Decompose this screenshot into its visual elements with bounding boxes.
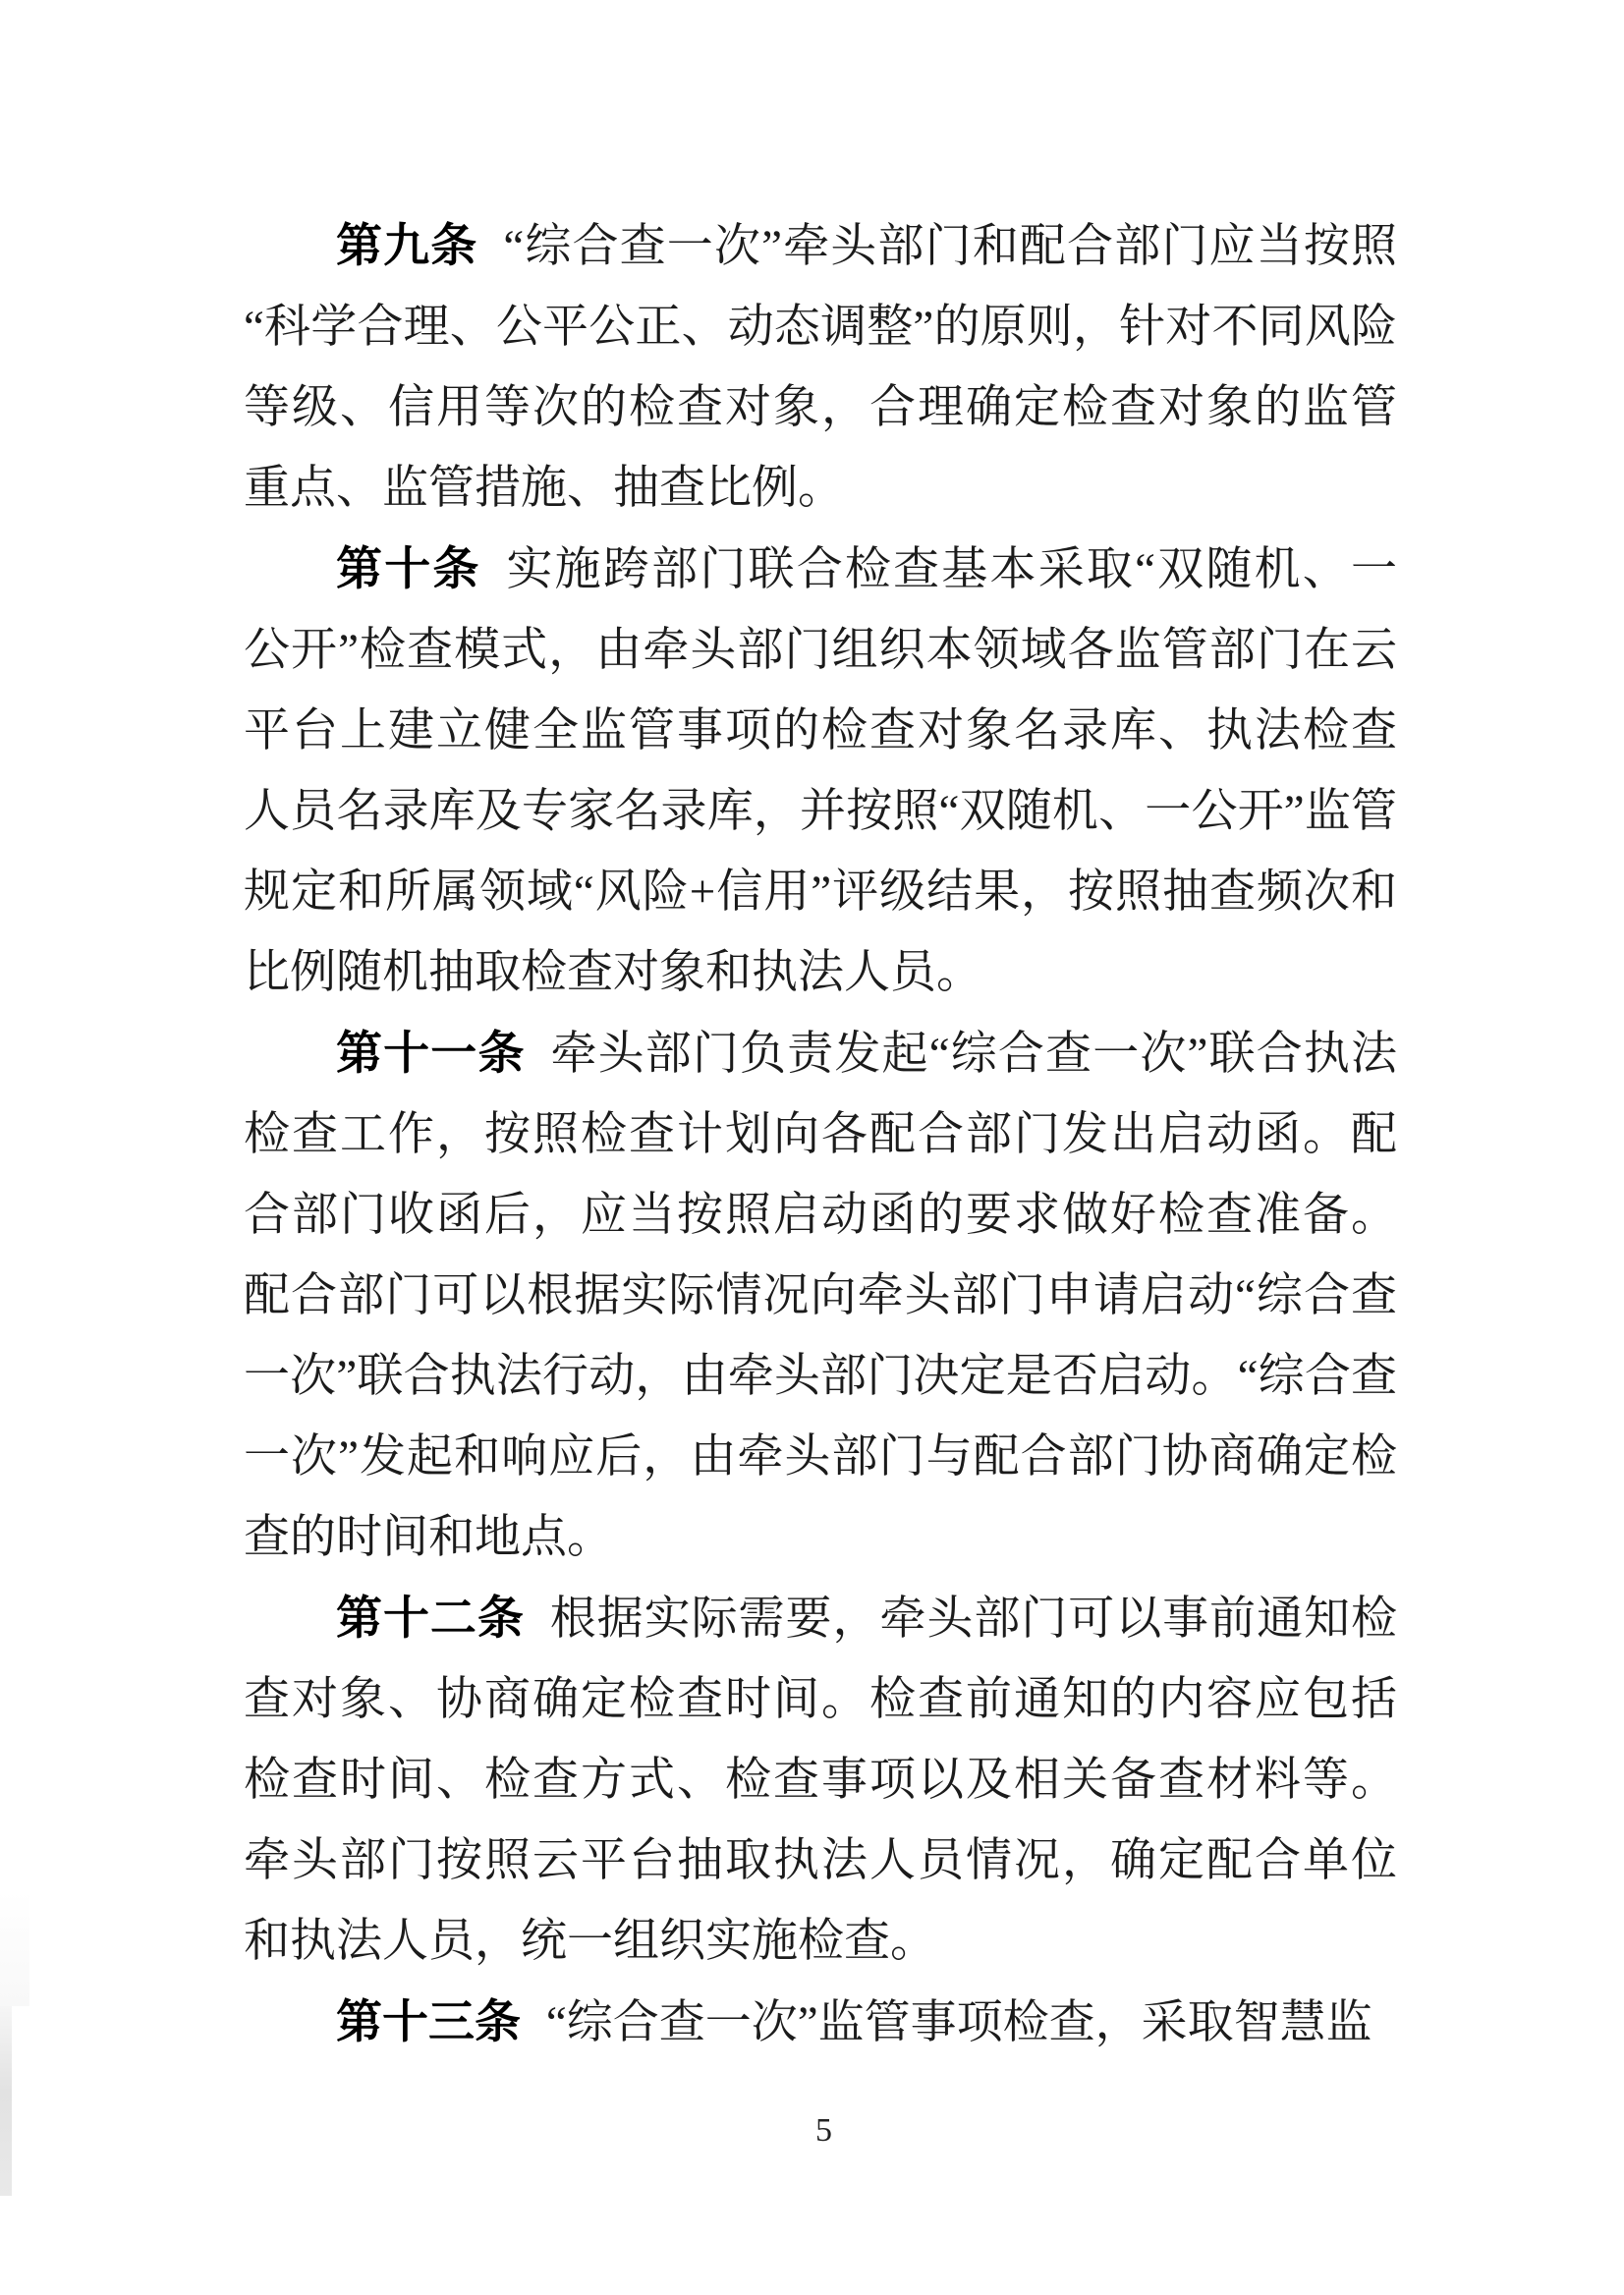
article-paragraph-9 <box>244 205 1397 529</box>
article-paragraph-13 <box>244 1982 1397 2063</box>
article-paragraph-11 <box>244 1013 1397 1578</box>
article-text: 实施跨部门联合检查基本采取“双随机、一公开”检查模式，由牵头部门组织本领域各监管部门在云平台上建立健全监管事项的检查对象名录库、执法检查人员名录库及专家名录库，并按照“双随机、一公开”监管规定和所属领域“风险+信用”评级结果，按照抽查频次和比例随机抽取检查对象和执法人员。 <box>244 544 1397 998</box>
article-number-label: 第十三条 <box>336 1995 521 2047</box>
article-number-label: 第十条 <box>336 542 481 594</box>
article-number-label: 第十二条 <box>336 1592 525 1644</box>
article-text: 牵头部门负责发起“综合查一次”联合执法检查工作，按照检查计划向各配合部门发出启动函。配合部门收函后，应当按照启动函的要求做好检查准备。配合部门可以根据实际情况向牵头部门申请启动“综合查一次”联合执法行动，由牵头部门决定是否启动。“综合查一次”发起和响应后，由牵头部门与配合部门协商确定检查的时间和地点。 <box>244 1029 1397 1563</box>
page-number: 5 <box>815 2112 832 2149</box>
page-footer <box>0 2112 1624 2150</box>
article-number-label: 第九条 <box>336 219 478 271</box>
article-number-label: 第十一条 <box>336 1027 526 1079</box>
article-text: 根据实际需要，牵头部门可以事前通知检查对象、协商确定检查时间。检查前通知的内容应包括检查时间、检查方式、检查事项以及相关备查材料等。牵头部门按照云平台抽取执法人员情况，确定配合单位和执法人员，统一组织实施检查。 <box>244 1594 1398 1967</box>
article-text: “综合查一次”牵头部门和配合部门应当按照“科学合理、公平公正、动态调整”的原则，针对不同风险等级、信用等次的检查对象，合理确定检查对象的监管重点、监管措施、抽查比例。 <box>244 221 1397 514</box>
article-text: “综合查一次”监管事项检查，采取智慧监 <box>545 1997 1372 2048</box>
document-body <box>244 205 1397 2063</box>
article-paragraph-10 <box>244 529 1397 1013</box>
scan-artifact-haze <box>0 1891 29 2006</box>
scan-artifact-strip <box>0 2006 12 2196</box>
article-paragraph-12 <box>244 1578 1397 1982</box>
